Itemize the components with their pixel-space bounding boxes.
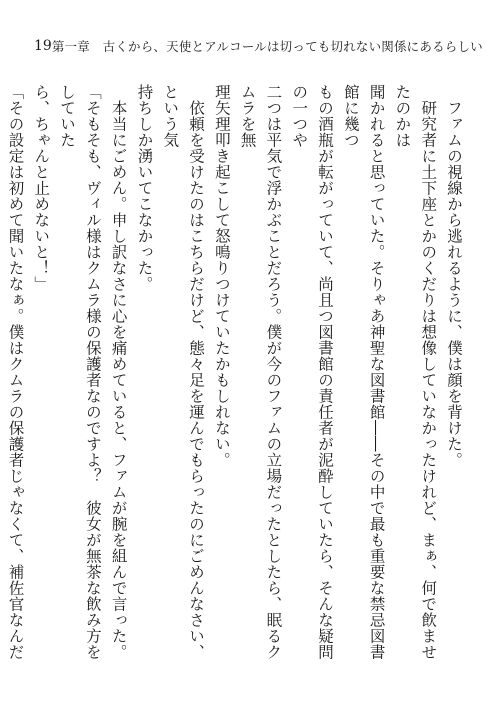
text-line: ら、ちゃんと止めないと！」 bbox=[32, 84, 51, 292]
running-head: 第一章 古くから、天使とアルコールは切っても切れない関係にあるらしい bbox=[51, 39, 483, 54]
text-line: 聞かれると思っていた。そりゃあ神聖な図書館――その中で最も重要な禁忌図書館に幾つ bbox=[341, 84, 386, 660]
text-line: 本当にごめん。申し訳なさに心を痛めていると、ファムが腕を組んで言った。 bbox=[109, 84, 128, 660]
text-line: 依頼を受けたのはこちらだけど、態々足を運んでもらったのにごめんなさい、という気 bbox=[161, 84, 206, 660]
text-line: 「そもそも、ヴィル様はクムラ様の保護者なのですよ？ 彼女が無茶な飲み方をしていた bbox=[58, 84, 102, 660]
text-line: 理矢理叩き起こして怒鳴りつけていたかもしれない。 bbox=[212, 84, 231, 468]
page-number: 19 bbox=[34, 38, 52, 54]
text-line: ファムの視線から逃れるように、僕は顔を背けた。 bbox=[445, 84, 463, 468]
text-line: 二つは平気で浮かぶことだろう。僕が今のファムの立場だったとしたら、眠るクムラを無 bbox=[238, 84, 283, 660]
text-line: 「その設定は初めて聞いたなぁ。僕はクムラの保護者じゃなくて、補佐官なんだ bbox=[6, 84, 25, 660]
body-text bbox=[6, 84, 466, 664]
text-line: 研究者に土下座とかのくだりは想像していなかったけれど、まぁ、何で飲ませたのかは bbox=[393, 84, 438, 660]
page-header bbox=[34, 36, 483, 56]
text-line: もの酒瓶が転がっていて、尚且つ図書館の責任者が泥酔していたら、そんな疑問の一つや bbox=[290, 84, 335, 660]
text-line: 持ちしか湧いてこなかった。 bbox=[135, 84, 154, 292]
